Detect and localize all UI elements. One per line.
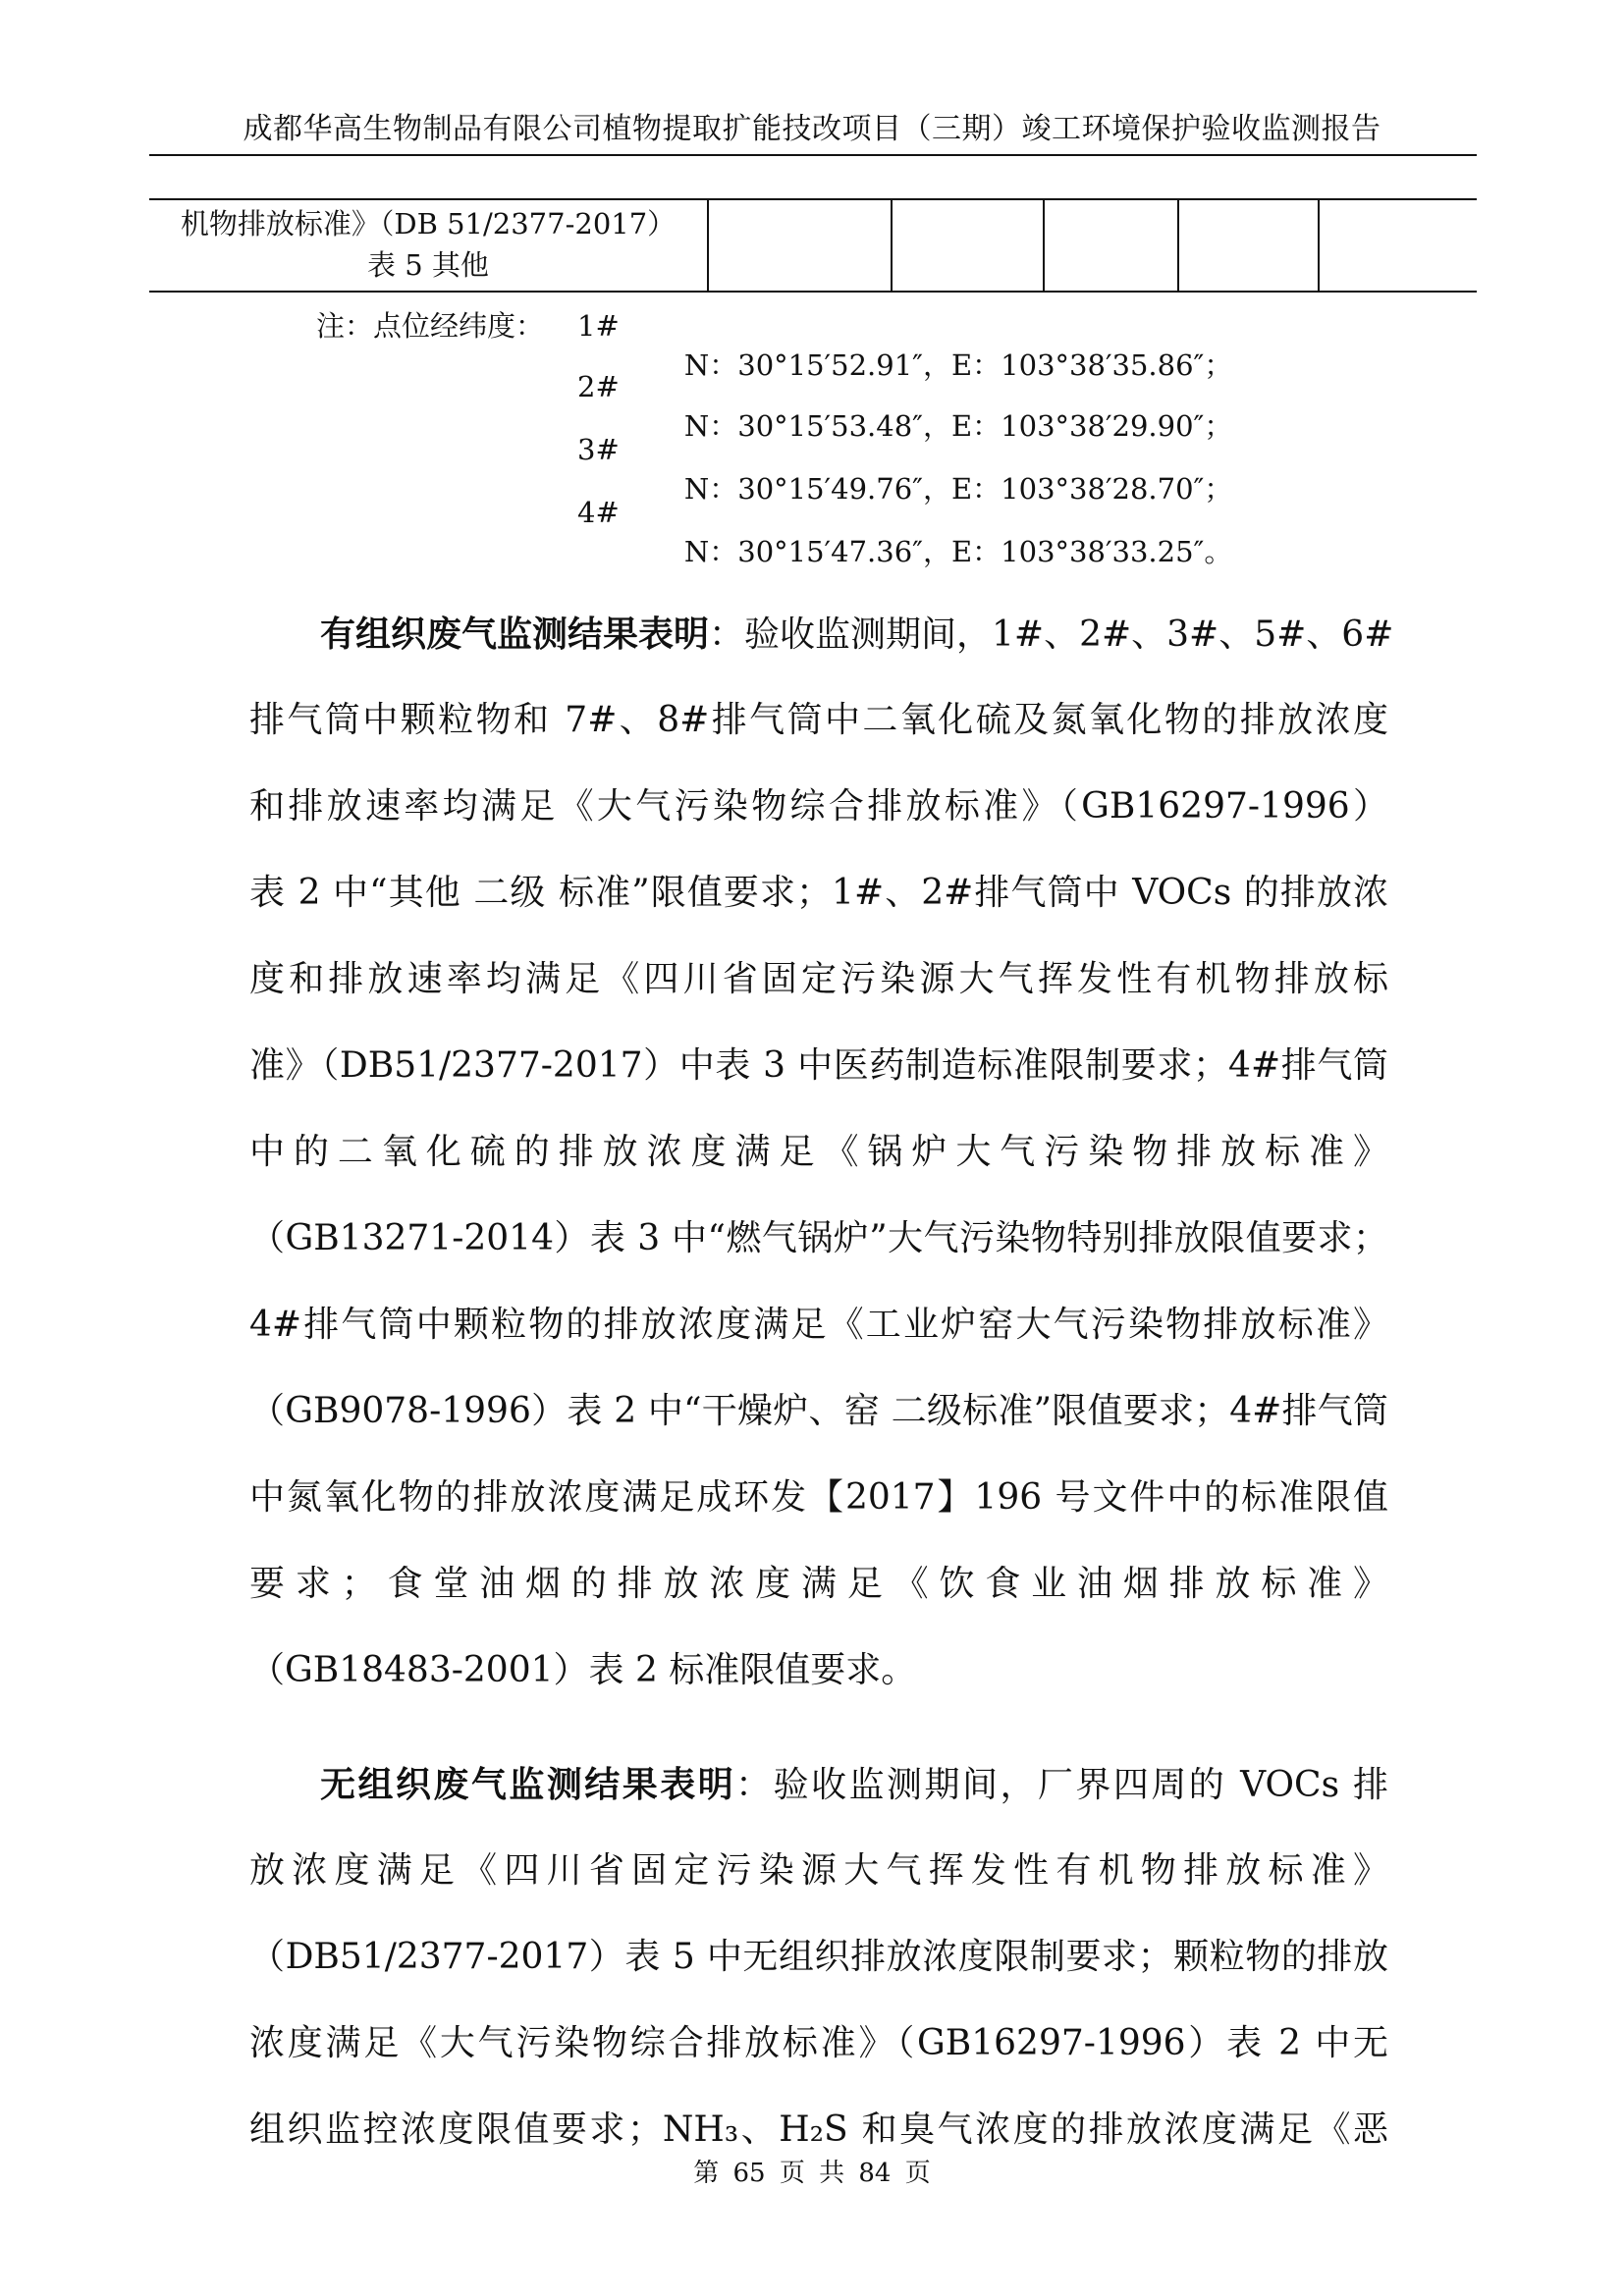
paragraph-line: 放浓度满足《四川省固定污染源大气挥发性有机物排放标准》 [249, 1850, 1388, 1891]
table-cell-line-1: 机物排放标准》（DB 51/2377-2017） [180, 207, 677, 240]
page-number-footer: 第 65 页 共 84 页 [693, 2159, 931, 2188]
paragraph-line: （GB18483-2001）表 2 标准限值要求。 [249, 1650, 917, 1690]
paragraph-line: 表 2 中“其他 二级 标准”限值要求；1#、2#排气筒中 VOCs 的排放浓 [249, 873, 1388, 913]
paragraph-heading: 有组织废气监测结果表明 [320, 614, 710, 655]
paragraph-line [249, 591, 1394, 677]
point-coordinates: N：30°15′53.48″，E：103°38′29.90″； [683, 409, 1233, 443]
table-divider [891, 200, 893, 291]
paragraph-line [249, 1741, 1388, 1828]
point-end-mark: 。 [1204, 535, 1233, 568]
point-id: 1# [577, 309, 620, 343]
point-id: 2# [577, 370, 620, 403]
paragraph-line: 准》（DB51/2377-2017）中表 3 中医药制造标准限制要求；4#排气筒 [249, 1045, 1388, 1086]
table-divider [1318, 200, 1320, 291]
paragraph-line: 4#排气筒中颗粒物的排放浓度满足《工业炉窑大气污染物排放标准》 [249, 1305, 1388, 1345]
table-divider [707, 200, 709, 291]
point-latitude: N：30°15′53.48″ [683, 409, 923, 443]
paragraph-heading: 无组织废气监测结果表明 [320, 1764, 736, 1805]
header-rule [149, 154, 1477, 156]
point-id: 4# [577, 496, 620, 529]
point-id: 3# [577, 433, 620, 466]
point-longitude: E：103°38′29.90″ [951, 409, 1205, 443]
table-divider [1043, 200, 1045, 291]
paragraph-line: 中的二氧化硫的排放浓度满足《锅炉大气污染物排放标准》 [249, 1132, 1388, 1172]
paragraph-line-text: ：验收监测期间，1#、2#、3#、5#、6# [709, 614, 1394, 655]
point-end-mark: ； [1204, 348, 1233, 382]
paragraph-line: 排气筒中颗粒物和 7#、8#排气筒中二氧化硫及氮氧化物的排放浓度 [249, 700, 1388, 740]
point-latitude: N：30°15′47.36″ [683, 535, 923, 568]
table-cell-line-2: 表 5 其他 [367, 248, 489, 282]
point-coordinates: N：30°15′49.76″，E：103°38′28.70″； [683, 472, 1233, 506]
standards-table-fragment [149, 198, 1477, 293]
point-end-mark: ； [1204, 409, 1233, 443]
organized-emissions-paragraph [249, 591, 1394, 1714]
paragraph-line: 组织监控浓度限值要求；NH₃、H₂S 和臭气浓度的排放浓度满足《恶 [249, 2109, 1388, 2150]
page-header-title: 成都华高生物制品有限公司植物提取扩能技改项目（三期）竣工环境保护验收监测报告 [243, 112, 1381, 146]
paragraph-line: 度和排放速率均满足《四川省固定污染源大气挥发性有机物排放标 [249, 959, 1388, 999]
paragraph-line: 要求；食堂油烟的排放浓度满足《饮食业油烟排放标准》 [249, 1564, 1388, 1604]
point-latitude: N：30°15′49.76″ [683, 472, 923, 506]
paragraph-line: 和排放速率均满足《大气污染物综合排放标准》（GB16297-1996） [249, 786, 1388, 827]
paragraph-line: （DB51/2377-2017）表 5 中无组织排放浓度限制要求；颗粒物的排放 [249, 1937, 1388, 1977]
coordinates-note-label: 注：点位经纬度： [316, 309, 545, 343]
point-longitude: E：103°38′33.25″ [951, 535, 1205, 568]
paragraph-line-text: ：验收监测期间，厂界四周的 VOCs 排 [735, 1765, 1388, 1805]
point-longitude: E：103°38′35.86″ [951, 348, 1205, 382]
point-end-mark: ； [1204, 472, 1233, 506]
table-divider [1177, 200, 1179, 291]
point-coordinates: N：30°15′47.36″，E：103°38′33.25″。 [683, 535, 1233, 568]
paragraph-line: （GB9078-1996）表 2 中“干燥炉、窑 二级标准”限值要求；4#排气筒 [249, 1391, 1388, 1431]
paragraph-line: （GB13271-2014）表 3 中“燃气锅炉”大气污染物特别排放限值要求； [249, 1218, 1388, 1258]
point-latitude: N：30°15′52.91″ [683, 348, 923, 382]
point-longitude: E：103°38′28.70″ [951, 472, 1205, 506]
point-coordinates: N：30°15′52.91″，E：103°38′35.86″； [683, 348, 1233, 382]
unorganized-emissions-paragraph [249, 1741, 1388, 2173]
paragraph-line: 中氮氧化物的排放浓度满足成环发【2017】196 号文件中的标准限值 [249, 1477, 1388, 1518]
paragraph-line: 浓度满足《大气污染物综合排放标准》（GB16297-1996）表 2 中无 [249, 2023, 1388, 2063]
